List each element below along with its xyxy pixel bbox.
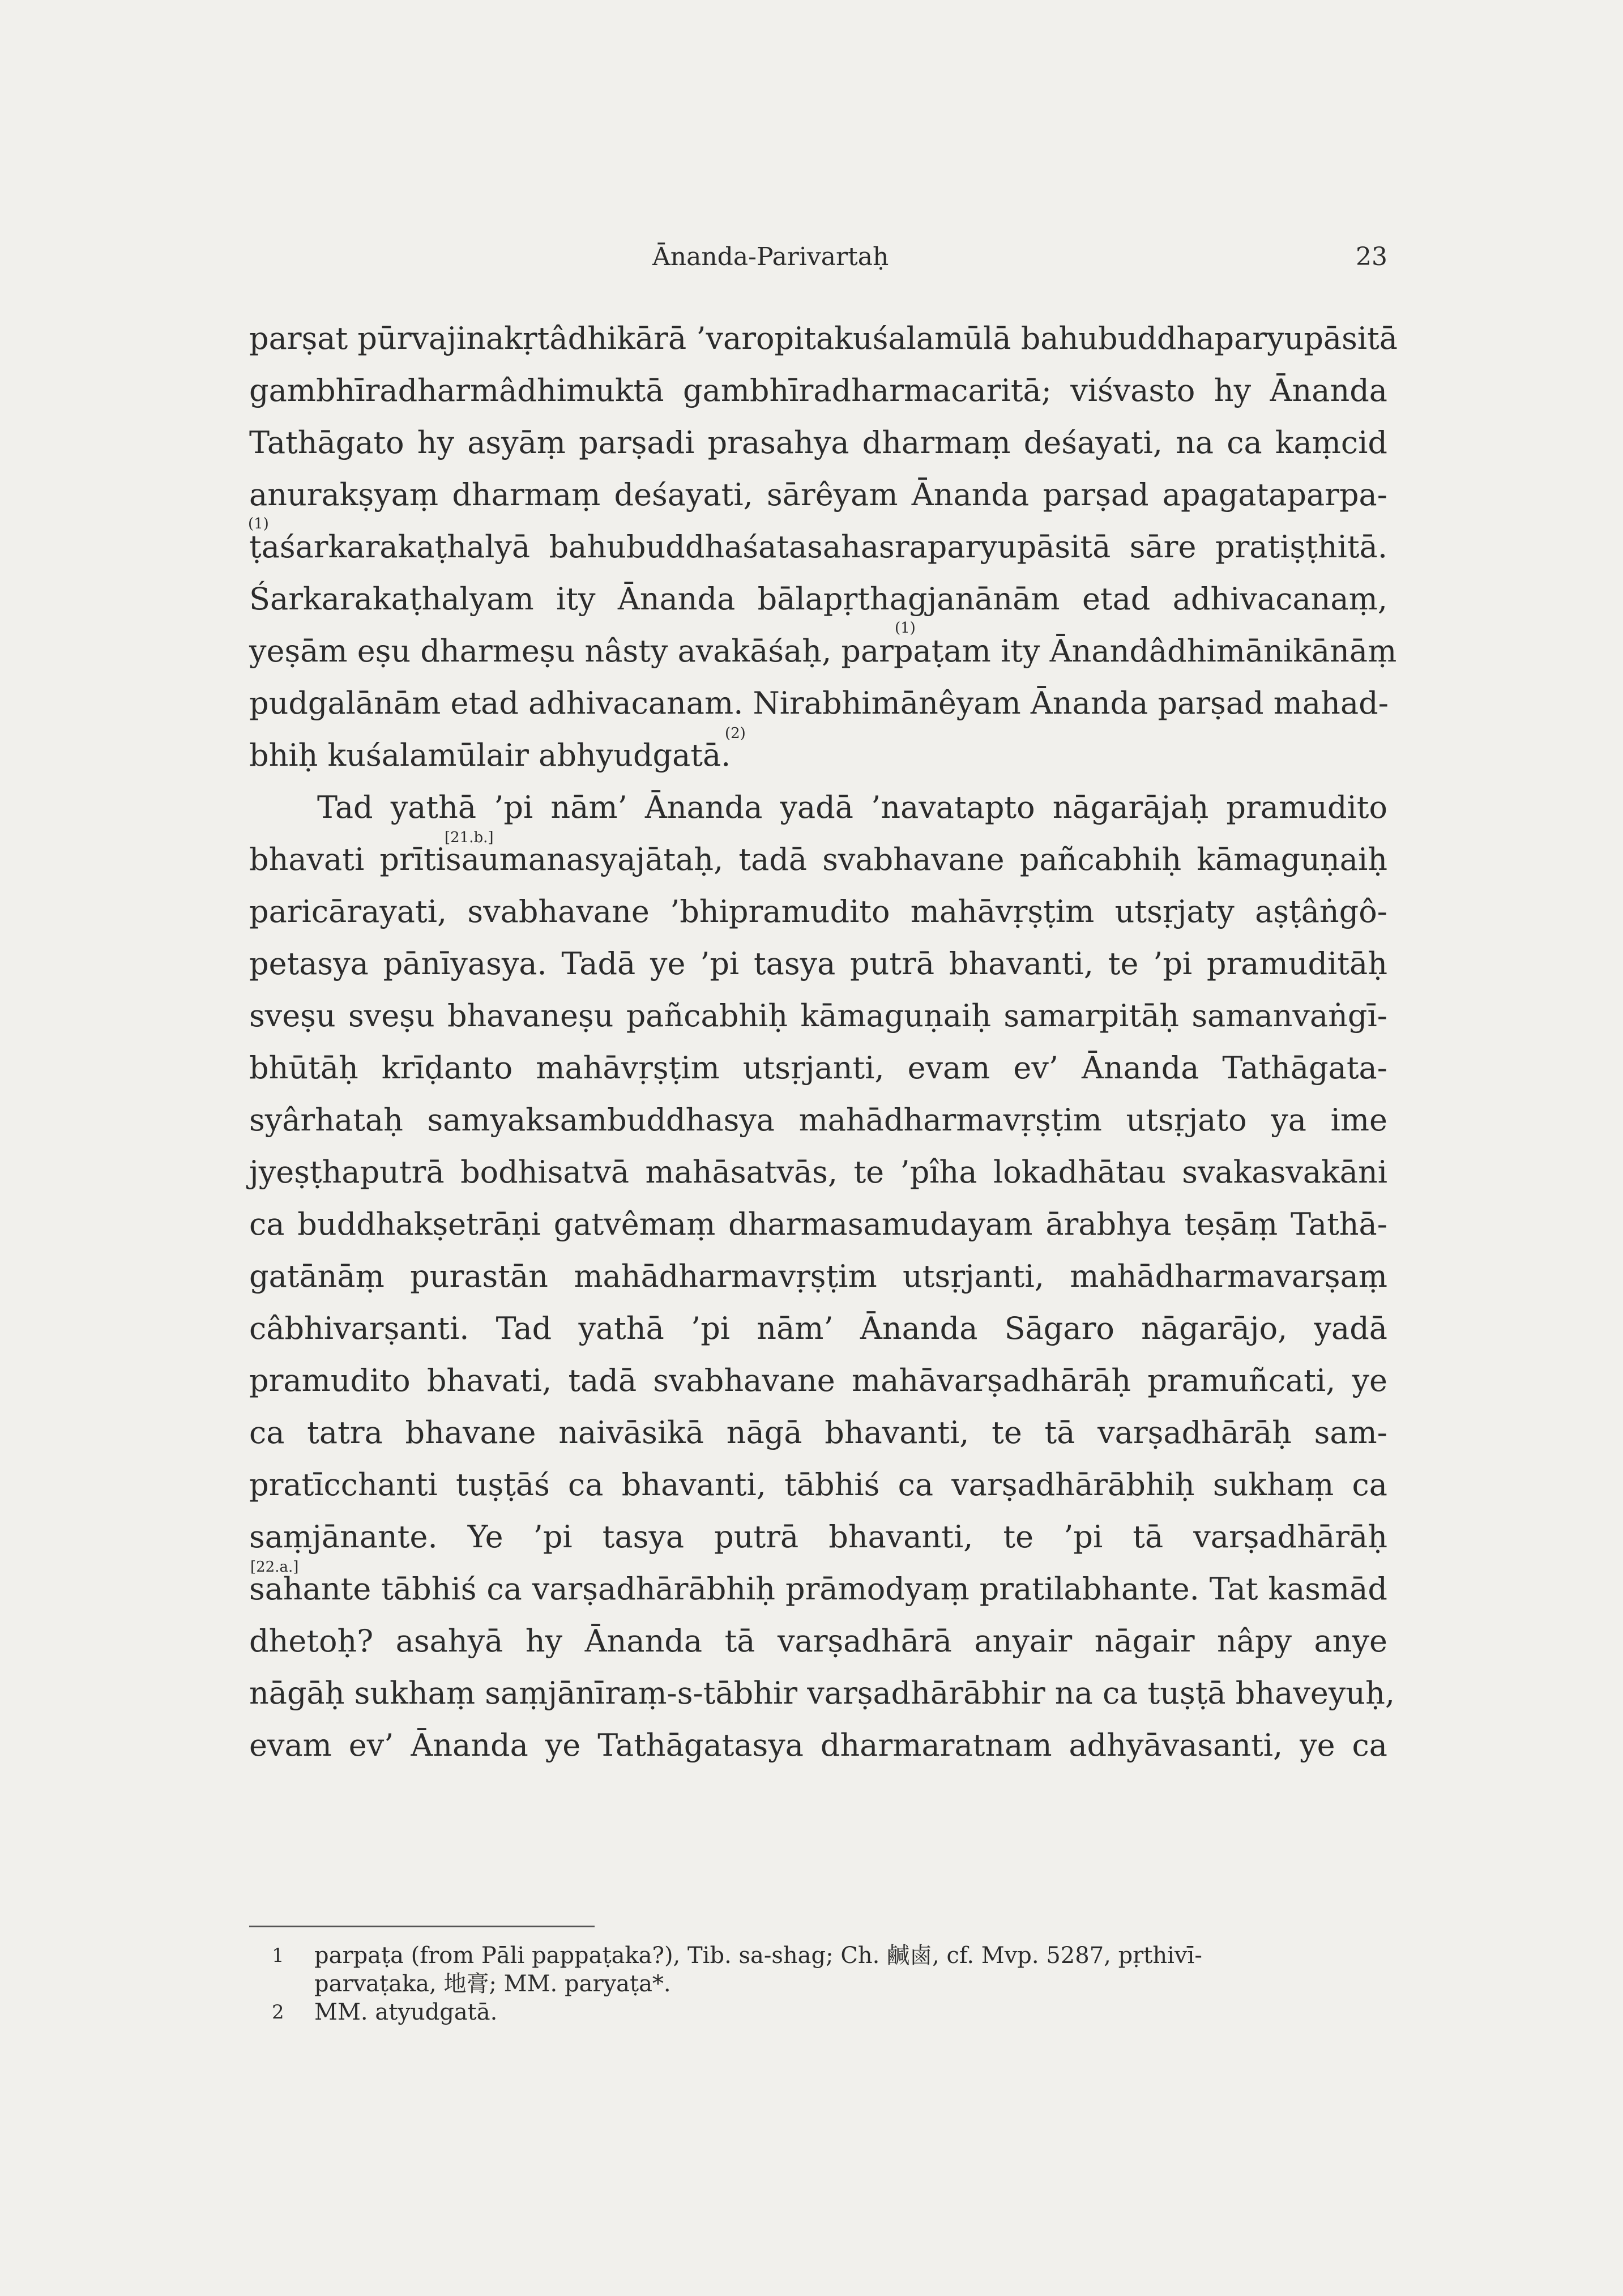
text-line: pudgalānām etad adhivacanam. Nirabhimānêyam Ānanda parṣad mahad- [249, 685, 1389, 721]
footnote [249, 1998, 1387, 2026]
text-line: saṃjānante. Ye ’pi tasya putrā bhavanti, te ’pi tā varṣadhārāḥ [249, 1519, 1387, 1555]
text-line-with-folio [249, 1559, 1387, 1615]
footnote-number: 2 [272, 2001, 284, 2024]
text-line: gambhīradharmâdhimuktā gambhīradharmacaritā; viśvasto hy Ānanda [249, 373, 1387, 408]
text-line-content: sahante tābhiś ca varṣadhārābhiḥ prāmodyaṃ pratilabhante. Tat kasmād [249, 1571, 1387, 1607]
folio-marker: [21.b.] [445, 829, 494, 846]
text-line: ca tatra bhavane naivāsikā nāgā bhavanti, te tā varṣadhārāḥ sam- [249, 1415, 1387, 1450]
text-line: evam ev’ Ānanda ye Tathāgatasya dharmaratnam adhyāvasanti, ye ca [249, 1727, 1387, 1763]
text-line: câbhivarṣanti. Tad yathā ’pi nām’ Ānanda Sāgaro nāgarājo, yadā [249, 1311, 1387, 1346]
page-header [249, 242, 1387, 276]
footnotes [249, 1941, 1387, 2026]
text-line-content: bhiḥ kuśalamūlair abhyudgatā. [249, 737, 731, 773]
text-line-with-note [249, 620, 1397, 677]
text-line-with-note [249, 725, 1387, 782]
text-line-content: yeṣām eṣu dharmeṣu nâsty avakāśaḥ, parpaṭam ity Ānandâdhimānikānāṃ [249, 633, 1397, 669]
text-line: sveṣu sveṣu bhavaneṣu pañcabhiḥ kāmaguṇaiḥ samarpitāḥ samanvaṅgī- [249, 998, 1387, 1034]
text-line: paricārayati, svabhavane ’bhipramudito mahāvṛṣṭim utsṛjaty aṣṭâṅgô- [249, 894, 1387, 929]
main-text [248, 313, 1398, 1772]
page-number: 23 [1356, 242, 1387, 271]
text-line: bhūtāḥ krīḍanto mahāvṛṣṭim utsṛjanti, evam ev’ Ānanda Tathāgata- [249, 1050, 1387, 1086]
folio-marker: [22.a.] [250, 1559, 299, 1576]
footnote-marker: (1) [248, 515, 269, 532]
text-line: jyeṣṭhaputrā bodhisatvā mahāsatvās, te ’pîha lokadhātau svakasvakāni [249, 1154, 1387, 1190]
text-line: dhetoḥ? asahyā hy Ānanda tā varṣadhārā anyair nāgair nâpy anye [249, 1623, 1387, 1659]
text-line-with-folio [249, 829, 1387, 886]
footnote [249, 1941, 1387, 1998]
text-line-with-note [248, 515, 1387, 573]
text-line: nāgāḥ sukhaṃ saṃjānīraṃ-s-tābhir varṣadhārābhir na ca tuṣṭā bhaveyuḥ, [249, 1675, 1395, 1711]
text-line: ca buddhakṣetrāṇi gatvêmaṃ dharmasamudayam ārabhya teṣāṃ Tathā- [249, 1206, 1387, 1242]
text-line: syârhataḥ samyaksambuddhasya mahādharmavṛṣṭim utsṛjato ya ime [249, 1102, 1387, 1138]
text-line: petasya pānīyasya. Tadā ye ’pi tasya putrā bhavanti, te ’pi pramuditāḥ [249, 946, 1387, 981]
text-line: pratīcchanti tuṣṭāś ca bhavanti, tābhiś ca varṣadhārābhiḥ sukhaṃ ca [249, 1467, 1387, 1503]
text-line: Tathāgato hy asyāṃ parṣadi prasahya dharmaṃ deśayati, na ca kaṃcid [249, 425, 1387, 460]
footnote-rule [249, 1926, 595, 1927]
text-line: Śarkarakaṭhalyam ity Ānanda bālapṛthagjanānām etad adhivacanaṃ, [249, 581, 1387, 617]
footnote-marker: (2) [725, 725, 746, 742]
text-line-content: bhavati prītisaumanasyajātaḥ, tadā svabhavane pañcabhiḥ kāmaguṇaiḥ [249, 842, 1387, 877]
running-title: Ānanda-Parivartaḥ [652, 242, 889, 271]
footnote-text: MM. atyudgatā. [314, 1999, 498, 2025]
paragraph-start: Tad yathā ’pi nām’ Ānanda yadā ’navatapto nāgarājaḥ pramudito [317, 789, 1387, 825]
text-line: anurakṣyaṃ dharmaṃ deśayati, sārêyam Ānanda parṣad apagataparpa- [249, 477, 1387, 513]
footnote-text: parpaṭa (from Pāli pappaṭaka?), Tib. sa-shag; Ch. 鹹鹵, cf. Mvp. 5287, pṛthivī- [314, 1943, 1202, 1969]
footnote-marker: (1) [895, 620, 916, 637]
text-line: pramudito bhavati, tadā svabhavane mahāvarṣadhārāḥ pramuñcati, ye [249, 1363, 1387, 1398]
footnote-text: parvaṭaka, 地膏; MM. paryaṭa*. [314, 1971, 671, 1997]
text-line: parṣat pūrvajinakṛtâdhikārā ’varopitakuśalamūlā bahubuddhaparyupāsitā [249, 321, 1398, 356]
text-line-content: ṭaśarkarakaṭhalyā bahubuddhaśatasahasraparyupāsitā sāre pratiṣṭhitā. [249, 529, 1387, 565]
footnote-number: 1 [272, 1944, 284, 1967]
text-line: gatānāṃ purastān mahādharmavṛṣṭim utsṛjanti, mahādharmavarṣaṃ [249, 1258, 1387, 1294]
